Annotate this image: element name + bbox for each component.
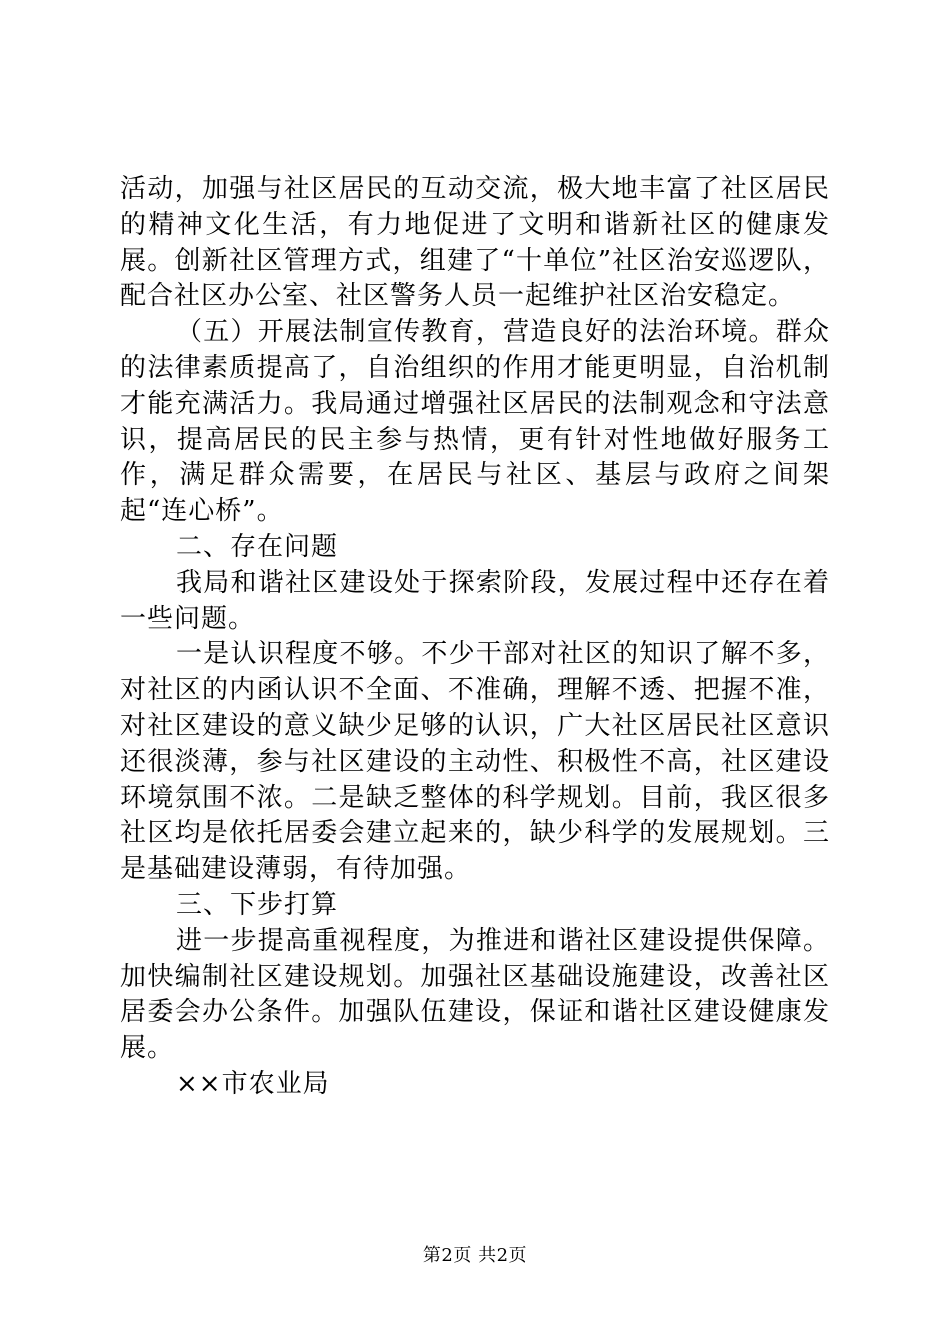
heading-existing-problems: 二、存在问题 <box>176 531 339 562</box>
paragraph-problems-intro: 我局和谐社区建设处于探索阶段，发展过程中还存在着一些问题。 <box>120 567 830 634</box>
page-number-footer: 第2页 共2页 <box>422 1245 528 1266</box>
signature-organization: ××市农业局 <box>176 1068 330 1099</box>
paragraph-section-five: （五）开展法制宣传教育，营造良好的法治环境。群众的法律素质提高了，自治组织的作用才能更明显，自治机制才能充满活力。我局通过增强社区居民的法制观念和守法意识，提高居民的民主参与热情，更有针对性地做好服务工作，满足群众需要，在居民与社区、基层与政府之间架起“连心桥”。 <box>120 317 830 527</box>
paragraph-problems-detail: 一是认识程度不够。不少干部对社区的知识了解不多，对社区的内函认识不全面、不准确，理解不透、把握不准，对社区建设的意义缺少足够的认识，广大社区居民社区意识还很淡薄，参与社区建设的主动性、积极性不高，社区建设环境氛围不浓。二是缺乏整体的科学规划。目前，我区很多社区均是依托居委会建立起来的，缺少科学的发展规划。三是基础建设薄弱，有待加强。 <box>120 639 830 885</box>
document-body <box>120 172 830 1103</box>
paragraph-continuation: 活动，加强与社区居民的互动交流，极大地丰富了社区居民的精神文化生活，有力地促进了文明和谐新社区的健康发展。创新社区管理方式，组建了“十单位”社区治安巡逻队，配合社区办公室、社区警务人员一起维护社区治安稳定。 <box>120 174 830 312</box>
heading-next-steps: 三、下步打算 <box>176 889 339 920</box>
paragraph-next-steps: 进一步提高重视程度，为推进和谐社区建设提供保障。加快编制社区建设规划。加强社区基础设施建设，改善社区居委会办公条件。加强队伍建设，保证和谐社区建设健康发展。 <box>120 925 830 1064</box>
